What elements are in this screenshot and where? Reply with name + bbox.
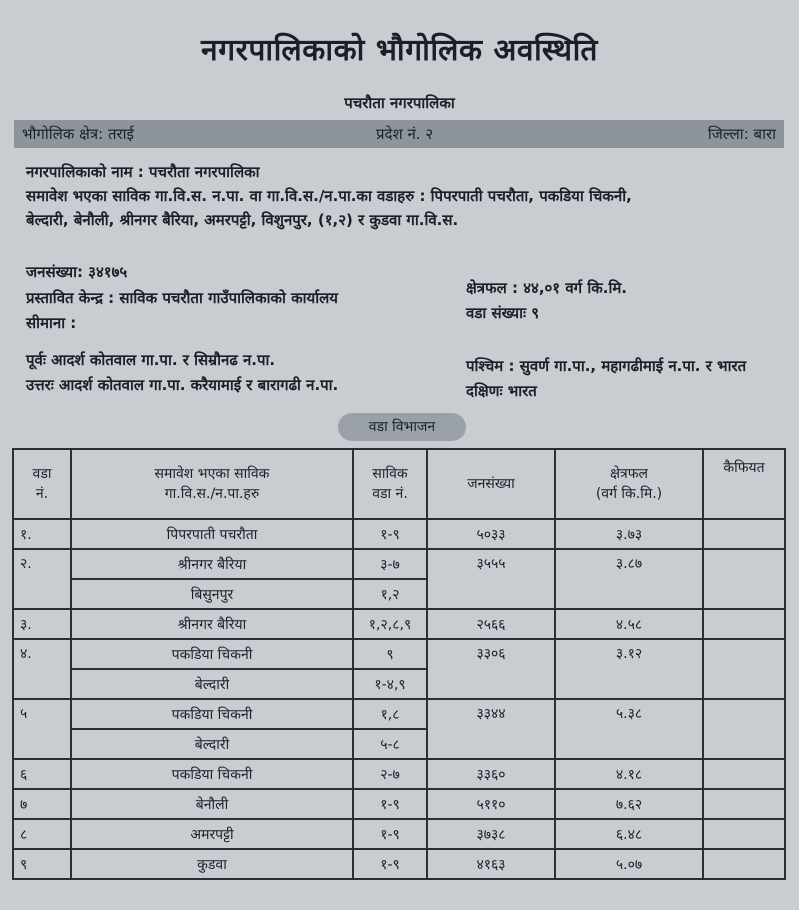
old-ward: ३-७ <box>353 549 427 579</box>
area: ४.१८ <box>555 759 703 789</box>
population: ५०३३ <box>427 519 555 549</box>
old-ward: १-९ <box>353 519 427 549</box>
table-header-row <box>13 449 785 519</box>
boundary-north: उत्तरः आदर्श कोतवाल गा.पा. करैयामाई र बारागढी न.पा. <box>26 376 339 394</box>
old-ward: १-४,९ <box>353 669 427 699</box>
ward-number: ३. <box>13 609 71 639</box>
area: ३.७३ <box>555 519 703 549</box>
area: ४.५८ <box>555 609 703 639</box>
old-ward: ५-८ <box>353 729 427 759</box>
table-row <box>13 639 785 669</box>
area: ७.६२ <box>555 789 703 819</box>
area: ३.१२ <box>555 639 703 699</box>
area: ५.३८ <box>555 699 703 759</box>
ward-number: १. <box>13 519 71 549</box>
remarks <box>703 609 785 639</box>
ward-table <box>12 448 786 880</box>
ward-number: ९ <box>13 849 71 879</box>
vdc-name: बेल्दारी <box>71 669 353 699</box>
area: ५.०७ <box>555 849 703 879</box>
old-ward: १,२,८,९ <box>353 609 427 639</box>
header-old-ward: साविक वडा नं. <box>353 449 427 519</box>
area-total: क्षेत्रफल : ४४,०१ वर्ग कि.मि. <box>466 279 627 297</box>
header-remarks: कैफियत <box>703 449 785 519</box>
table-row <box>13 849 785 879</box>
remarks <box>703 849 785 879</box>
vdc-name: श्रीनगर बैरिया <box>71 609 353 639</box>
old-ward: ९ <box>353 639 427 669</box>
province-label: प्रदेश नं. २ <box>376 125 434 143</box>
header-population: जनसंख्या <box>427 449 555 519</box>
remarks <box>703 819 785 849</box>
table-row <box>13 549 785 579</box>
header-merged-vdcs: समावेश भएका साविक गा.वि.स./न.पा.हरु <box>71 449 353 519</box>
population: ३५५५ <box>427 549 555 609</box>
remarks <box>703 549 785 609</box>
remarks <box>703 639 785 699</box>
boundary-west: पश्चिम : सुवर्ण गा.पा., महागढीमाई न.पा. र भारत <box>466 357 747 375</box>
boundary-east: पूर्वः आदर्श कोतवाल गा.पा. र सिम्रौनढ न.पा. <box>26 351 276 369</box>
population: ३३४४ <box>427 699 555 759</box>
municipality-name: नगरपालिकाको नाम : पचरौता नगरपालिका <box>26 163 260 181</box>
boundary-label: सीमाना : <box>26 314 77 332</box>
ward-count: वडा संख्याः ९ <box>466 304 540 322</box>
old-ward: २-७ <box>353 759 427 789</box>
remarks <box>703 759 785 789</box>
vdc-name: बेल्दारी <box>71 729 353 759</box>
remarks <box>703 789 785 819</box>
district-label: जिल्ला: बारा <box>707 125 776 143</box>
table-row <box>13 789 785 819</box>
population: ५११० <box>427 789 555 819</box>
table-row <box>13 819 785 849</box>
population: ३७३८ <box>427 819 555 849</box>
ward-number: ८ <box>13 819 71 849</box>
population-total: जनसंख्या: ३४१७५ <box>26 263 128 281</box>
proposed-center: प्रस्तावित केन्द्र : साविक पचरौता गाउँपालिकाको कार्यालय <box>26 289 338 307</box>
vdc-name: पकडिया चिकनी <box>71 699 353 729</box>
vdc-name: अमरपट्टी <box>71 819 353 849</box>
vdc-name: बेनौली <box>71 789 353 819</box>
table-row <box>13 609 785 639</box>
vdc-name: पकडिया चिकनी <box>71 639 353 669</box>
population: ३३६० <box>427 759 555 789</box>
municipality-subtitle: पचरौता नगरपालिका <box>344 94 455 112</box>
included-vdcs-line-1: समावेश भएका साविक गा.वि.स. न.पा. वा गा.वि.स./न.पा.का वडाहरु : पिपरपाती पचरौता, पकडिया चिकनी, <box>26 187 632 205</box>
ward-number: ६ <box>13 759 71 789</box>
boundary-south: दक्षिणः भारत <box>466 382 537 400</box>
remarks <box>703 519 785 549</box>
old-ward: १,८ <box>353 699 427 729</box>
area: ६.४८ <box>555 819 703 849</box>
ward-number: ४. <box>13 639 71 699</box>
header-area: क्षेत्रफल (वर्ग कि.मि.) <box>555 449 703 519</box>
vdc-name: पकडिया चिकनी <box>71 759 353 789</box>
population: ३३०६ <box>427 639 555 699</box>
header-ward: वडा नं. <box>13 449 71 519</box>
geographic-region: भौगोलिक क्षेत्र: तराई <box>22 125 134 143</box>
old-ward: १-९ <box>353 849 427 879</box>
region-band <box>14 120 784 148</box>
old-ward: १-९ <box>353 789 427 819</box>
population: ४१६३ <box>427 849 555 879</box>
table-row <box>13 759 785 789</box>
vdc-name: कुडवा <box>71 849 353 879</box>
ward-number: ५ <box>13 699 71 759</box>
old-ward: १,२ <box>353 579 427 609</box>
vdc-name: श्रीनगर बैरिया <box>71 549 353 579</box>
table-row <box>13 519 785 549</box>
remarks <box>703 699 785 759</box>
population: २५६६ <box>427 609 555 639</box>
vdc-name: बिसुनपुर <box>71 579 353 609</box>
table-row <box>13 699 785 729</box>
page-title: नगरपालिकाको भौगोलिक अवस्थिति <box>201 33 598 68</box>
old-ward: १-९ <box>353 819 427 849</box>
ward-number: २. <box>13 549 71 609</box>
included-vdcs-line-2: बेल्दारी, बेनौली, श्रीनगर बैरिया, अमरपट्टी, विशुनपुर, (१,२) र कुडवा गा.वि.स. <box>26 211 459 229</box>
area: ३.८७ <box>555 549 703 609</box>
ward-division-label: वडा विभाजन <box>338 413 466 441</box>
ward-number: ७ <box>13 789 71 819</box>
vdc-name: पिपरपाती पचरौता <box>71 519 353 549</box>
